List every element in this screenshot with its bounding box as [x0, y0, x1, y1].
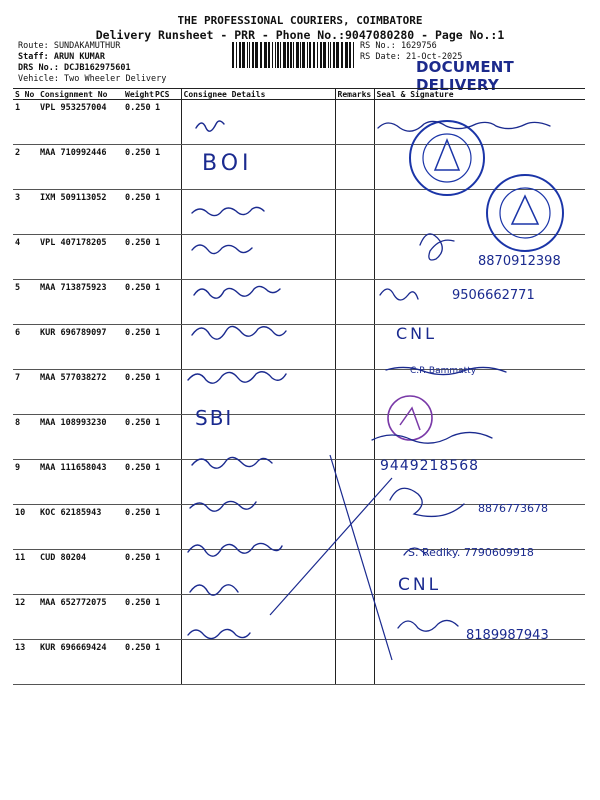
cell-pcs: 1	[153, 415, 181, 460]
cell-seal	[374, 145, 585, 190]
consignee-8-handwriting: SBI	[195, 406, 234, 430]
cell-consignee	[181, 280, 335, 325]
table-header	[13, 89, 585, 100]
cell-consignment: IXM 509113052	[38, 190, 123, 235]
barcode-bar	[264, 42, 267, 68]
cell-pcs: 1	[153, 145, 181, 190]
route-label: Route: SUNDAKAMUTHUR	[18, 41, 121, 51]
barcode-bar	[268, 42, 270, 68]
cell-remarks	[335, 190, 374, 235]
barcode-bar	[290, 42, 292, 68]
cell-consignment: MAA 111658043	[38, 460, 123, 505]
cell-weight: 0.250	[123, 235, 153, 280]
cell-seal	[374, 370, 585, 415]
barcode-bar	[277, 42, 279, 68]
cell-weight: 0.250	[123, 325, 153, 370]
barcode-bar	[302, 42, 305, 68]
document-delivery-stamp: DOCUMENT DELIVERY	[416, 58, 514, 94]
vehicle-label: Vehicle: Two Wheeler Delivery	[18, 74, 167, 84]
cell-consignee	[181, 595, 335, 640]
cell-consignee	[181, 640, 335, 685]
barcode-bar	[247, 42, 248, 68]
table-row	[13, 325, 585, 370]
table-row	[13, 145, 585, 190]
cell-consignment: CUD 80204	[38, 550, 123, 595]
company-title: THE PROFESSIONAL COURIERS, COIMBATORE	[177, 14, 423, 27]
cell-remarks	[335, 595, 374, 640]
barcode-bar	[272, 42, 273, 68]
barcode-bar	[320, 42, 322, 68]
runsheet-title: Delivery Runsheet - PRR - Phone No.:9047080280 - Page No.:1	[95, 28, 505, 42]
cell-consignment: KOC 62185943	[38, 505, 123, 550]
barcode-bar	[328, 42, 329, 68]
barcode-bar	[249, 42, 250, 68]
cell-consignment: MAA 710992446	[38, 145, 123, 190]
cell-weight: 0.250	[123, 460, 153, 505]
cell-consignment: KUR 696669424	[38, 640, 123, 685]
cell-seal	[374, 640, 585, 685]
cell-pcs: 1	[153, 325, 181, 370]
cell-remarks	[335, 460, 374, 505]
barcode-bar	[309, 42, 311, 68]
cell-pcs: 1	[153, 190, 181, 235]
cell-seal	[374, 100, 585, 145]
barcode-bar	[236, 42, 237, 68]
col-pcs: PCS	[153, 89, 181, 100]
cell-remarks	[335, 415, 374, 460]
table-row	[13, 370, 585, 415]
cell-sno: 1	[13, 100, 38, 145]
barcode-bar	[293, 42, 294, 68]
cell-sno: 9	[13, 460, 38, 505]
table-row	[13, 100, 585, 145]
barcode-bar	[336, 42, 339, 68]
cell-pcs: 1	[153, 100, 181, 145]
barcode-bar	[280, 42, 281, 68]
cell-weight: 0.250	[123, 280, 153, 325]
staff-label: Staff: ARUN KUMAR	[18, 52, 105, 62]
barcode-bar	[330, 42, 331, 68]
barcode-bar	[260, 42, 262, 68]
cell-pcs: 1	[153, 550, 181, 595]
barcode-bar	[353, 42, 354, 68]
table-row	[13, 415, 585, 460]
cell-remarks	[335, 145, 374, 190]
barcode-bar	[296, 42, 299, 68]
remark-7: C.P. Bammatty	[410, 366, 477, 376]
cell-consignment: MAA 577038272	[38, 370, 123, 415]
cell-sno: 5	[13, 280, 38, 325]
cell-remarks	[335, 505, 374, 550]
cell-consignment: MAA 713875923	[38, 280, 123, 325]
drs-label: DRS No.: DCJB162975601	[18, 63, 131, 73]
barcode-bar	[307, 42, 308, 68]
table-row	[13, 640, 585, 685]
cell-sno: 6	[13, 325, 38, 370]
phone-13: 8189987943	[466, 628, 549, 643]
cell-consignment: VPL 407178205	[38, 235, 123, 280]
col-sno: S No	[13, 89, 38, 100]
cell-sno: 4	[13, 235, 38, 280]
barcode-bar	[345, 42, 348, 68]
cell-consignee	[181, 235, 335, 280]
col-consignee: Consignee Details	[181, 89, 335, 100]
cell-sno: 3	[13, 190, 38, 235]
cell-sno: 8	[13, 415, 38, 460]
consignee-2-handwriting: BOI	[202, 151, 253, 176]
cell-consignee	[181, 505, 335, 550]
cell-consignee	[181, 325, 335, 370]
remark-6: CNL	[396, 324, 438, 343]
runsheet-table	[13, 88, 585, 685]
cell-consignment: KUR 696789097	[38, 325, 123, 370]
cell-pcs: 1	[153, 280, 181, 325]
phone-10: 8876773678	[478, 502, 548, 515]
phone-9: 9449218568	[380, 458, 480, 474]
barcode-bar	[300, 42, 301, 68]
barcode-bar	[287, 42, 289, 68]
cell-consignment: MAA 108993230	[38, 415, 123, 460]
cell-pcs: 1	[153, 640, 181, 685]
barcode-bar	[313, 42, 315, 68]
barcode-bar	[239, 42, 241, 68]
cell-weight: 0.250	[123, 505, 153, 550]
cell-weight: 0.250	[123, 100, 153, 145]
col-weight: Weight	[125, 89, 154, 99]
cell-seal	[374, 190, 585, 235]
cell-weight: 0.250	[123, 640, 153, 685]
cell-consignee	[181, 100, 335, 145]
cell-sno: 12	[13, 595, 38, 640]
cell-sno: 2	[13, 145, 38, 190]
col-remarks: Remarks	[335, 89, 374, 100]
cell-consignee	[181, 550, 335, 595]
barcode-bar	[323, 42, 326, 68]
phone-4: 8870912398	[478, 254, 561, 269]
rs-number: RS No.: 1629756	[360, 41, 437, 51]
cell-sno: 11	[13, 550, 38, 595]
barcode-bar	[255, 42, 258, 68]
barcode-bar	[349, 42, 351, 68]
cell-sno: 10	[13, 505, 38, 550]
cell-sno: 7	[13, 370, 38, 415]
barcode-bar	[333, 42, 335, 68]
cell-pcs: 1	[153, 460, 181, 505]
barcode-bar	[341, 42, 343, 68]
table-row	[13, 460, 585, 505]
cell-consignee	[181, 460, 335, 505]
barcode-bar	[317, 42, 318, 68]
cell-weight: 0.250	[123, 550, 153, 595]
cell-pcs: 1	[153, 235, 181, 280]
route-info	[18, 41, 166, 85]
cell-weight: 0.250	[123, 370, 153, 415]
cell-pcs: 1	[153, 370, 181, 415]
cell-remarks	[335, 640, 374, 685]
barcode-bar	[242, 42, 245, 68]
barcode	[232, 42, 356, 68]
cell-consignee	[181, 190, 335, 235]
cell-sno: 13	[13, 640, 38, 685]
cell-remarks	[335, 550, 374, 595]
cell-weight: 0.250	[123, 190, 153, 235]
phone-5: 9506662771	[452, 288, 535, 303]
barcode-bar	[252, 42, 254, 68]
cell-pcs: 1	[153, 505, 181, 550]
cell-remarks	[335, 370, 374, 415]
cell-consignment: MAA 652772075	[38, 595, 123, 640]
cell-remarks	[335, 280, 374, 325]
cell-consignment: VPL 953257004	[38, 100, 123, 145]
cell-weight: 0.250	[123, 415, 153, 460]
table-row	[13, 190, 585, 235]
cell-seal	[374, 415, 585, 460]
barcode-bar	[283, 42, 286, 68]
cell-remarks	[335, 235, 374, 280]
cell-pcs: 1	[153, 595, 181, 640]
barcode-bar	[275, 42, 276, 68]
cell-weight: 0.250	[123, 595, 153, 640]
barcode-bar	[232, 42, 234, 68]
rs-date: RS Date: 21-Oct-2025	[360, 52, 463, 62]
cell-remarks	[335, 100, 374, 145]
remark-12: CNL	[398, 575, 442, 595]
col-seal: Seal & Signature	[374, 89, 585, 100]
cell-weight: 0.250	[123, 145, 153, 190]
remark-11: S. Rediky. 7790609918	[408, 546, 534, 559]
col-consignment: Consignment No	[38, 89, 123, 100]
cell-remarks	[335, 325, 374, 370]
